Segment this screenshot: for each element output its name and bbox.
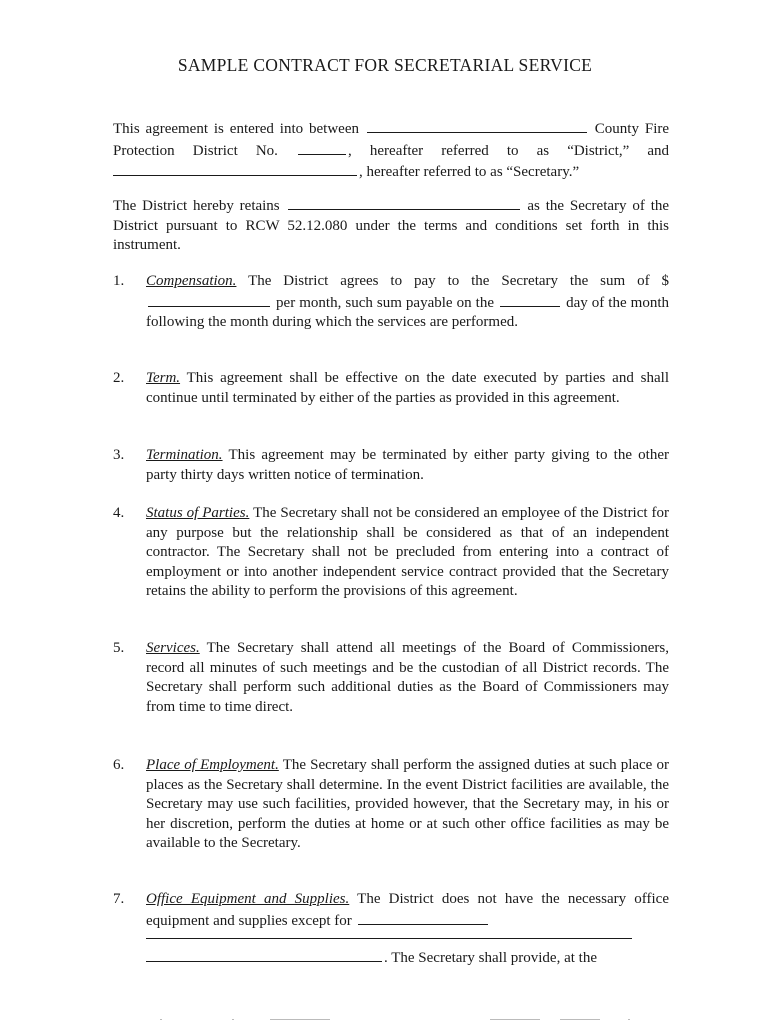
clause-term [113, 369, 669, 408]
blank-line [358, 910, 488, 925]
clause-heading: Term. [146, 370, 181, 386]
intro-text: Fire Protection District No. [113, 121, 670, 159]
clause-text: The Secretary shall not be considered an employee of the District for any purpose but the relationship shall be considered as that of an independent contractor. The Secretary shall not be precluded from entering into a contract of employment or into another independent service contract provided that the Secretary retains the ability to perform the provisions of this agreement. [146, 505, 670, 599]
intro-text: , hereafter referred to as “District,” and [348, 142, 670, 159]
blank-line [113, 161, 357, 176]
intro-text: This agreement is entered into between [113, 121, 359, 137]
blank-line [146, 947, 382, 962]
intro-text: , hereafter referred to as “Secretary.” [359, 164, 580, 180]
clause-text: . The Secretary shall provide, at the [384, 950, 597, 966]
clause-heading: Services. [146, 640, 200, 656]
clause-heading: Termination. [146, 447, 223, 463]
scan-speck [490, 1019, 540, 1020]
scan-speck [232, 1019, 234, 1020]
clause-heading: Office Equipment and Supplies. [146, 891, 350, 907]
blank-line [146, 938, 632, 939]
clause-heading: Place of Employment. [146, 757, 279, 773]
clause-services [113, 639, 669, 717]
page-title: SAMPLE CONTRACT FOR SECRETARIAL SERVICE [177, 55, 593, 75]
blank-line [288, 195, 520, 210]
blank-line [298, 140, 346, 155]
clause-text: This agreement may be terminated by either party giving to the other party thirty days written notice of termination. [146, 447, 669, 483]
clause-number: 1. [113, 273, 125, 289]
retention-paragraph [113, 195, 669, 256]
clause-text: day of the month following the month during which the services are performed. [146, 294, 670, 330]
clause-status-of-parties [113, 504, 669, 602]
clause-text: The District agrees to pay to the Secretary the sum of $ [248, 273, 669, 289]
intro-text: County [594, 121, 639, 137]
clause-heading: Compensation. [146, 273, 237, 289]
scan-speck [160, 1019, 162, 1020]
scan-speck [628, 1019, 630, 1020]
scan-speck [270, 1019, 330, 1020]
intro-paragraph [113, 118, 669, 183]
retention-text: as the Secretary of the District pursuant to RCW 52.12.080 under the terms and conditions set forth in this instrument. [113, 198, 670, 253]
clause-heading: Status of Parties. [146, 505, 250, 521]
clause-number: 6. [113, 757, 125, 773]
clause-number: 3. [113, 447, 125, 463]
blank-line [367, 118, 587, 133]
clause-termination [113, 446, 669, 485]
clause-number: 5. [113, 640, 125, 656]
clause-number: 4. [113, 505, 125, 521]
clause-number: 7. [113, 891, 125, 907]
clause-text: The District does not have the necessary office equipment and supplies except for [146, 891, 669, 929]
clause-text: The Secretary shall attend all meetings of the Board of Commissioners, record all minutes of such meetings and be the custodian of all District records. The Secretary shall perform such additional duties as the Board of Commissioners may from time to time direct. [146, 640, 669, 715]
scan-speck [560, 1019, 600, 1020]
clause-place-of-employment [113, 756, 669, 854]
clause-office-equipment [113, 890, 669, 931]
retention-text: The District hereby retains [113, 198, 280, 214]
clause-text: per month, such sum payable on the [276, 294, 494, 311]
clause-number: 2. [113, 370, 125, 386]
clause-compensation [113, 272, 669, 333]
blank-line [500, 292, 560, 307]
clause-text: This agreement shall be effective on the date executed by parties and shall continue until terminated by either of the parties as provided in this agreement. [146, 370, 669, 406]
clause-text: The Secretary shall perform the assigned duties at such place or places as the Secretary shall determine. In the event District facilities are available, the Secretary may use such facilities, provided however, that the Secretary may, in his or her discretion, perform the duties at home or at such other office facilities as may be available to the Secretary. [146, 757, 669, 851]
blank-line [148, 292, 270, 307]
clause-office-equipment-continued [146, 947, 666, 969]
